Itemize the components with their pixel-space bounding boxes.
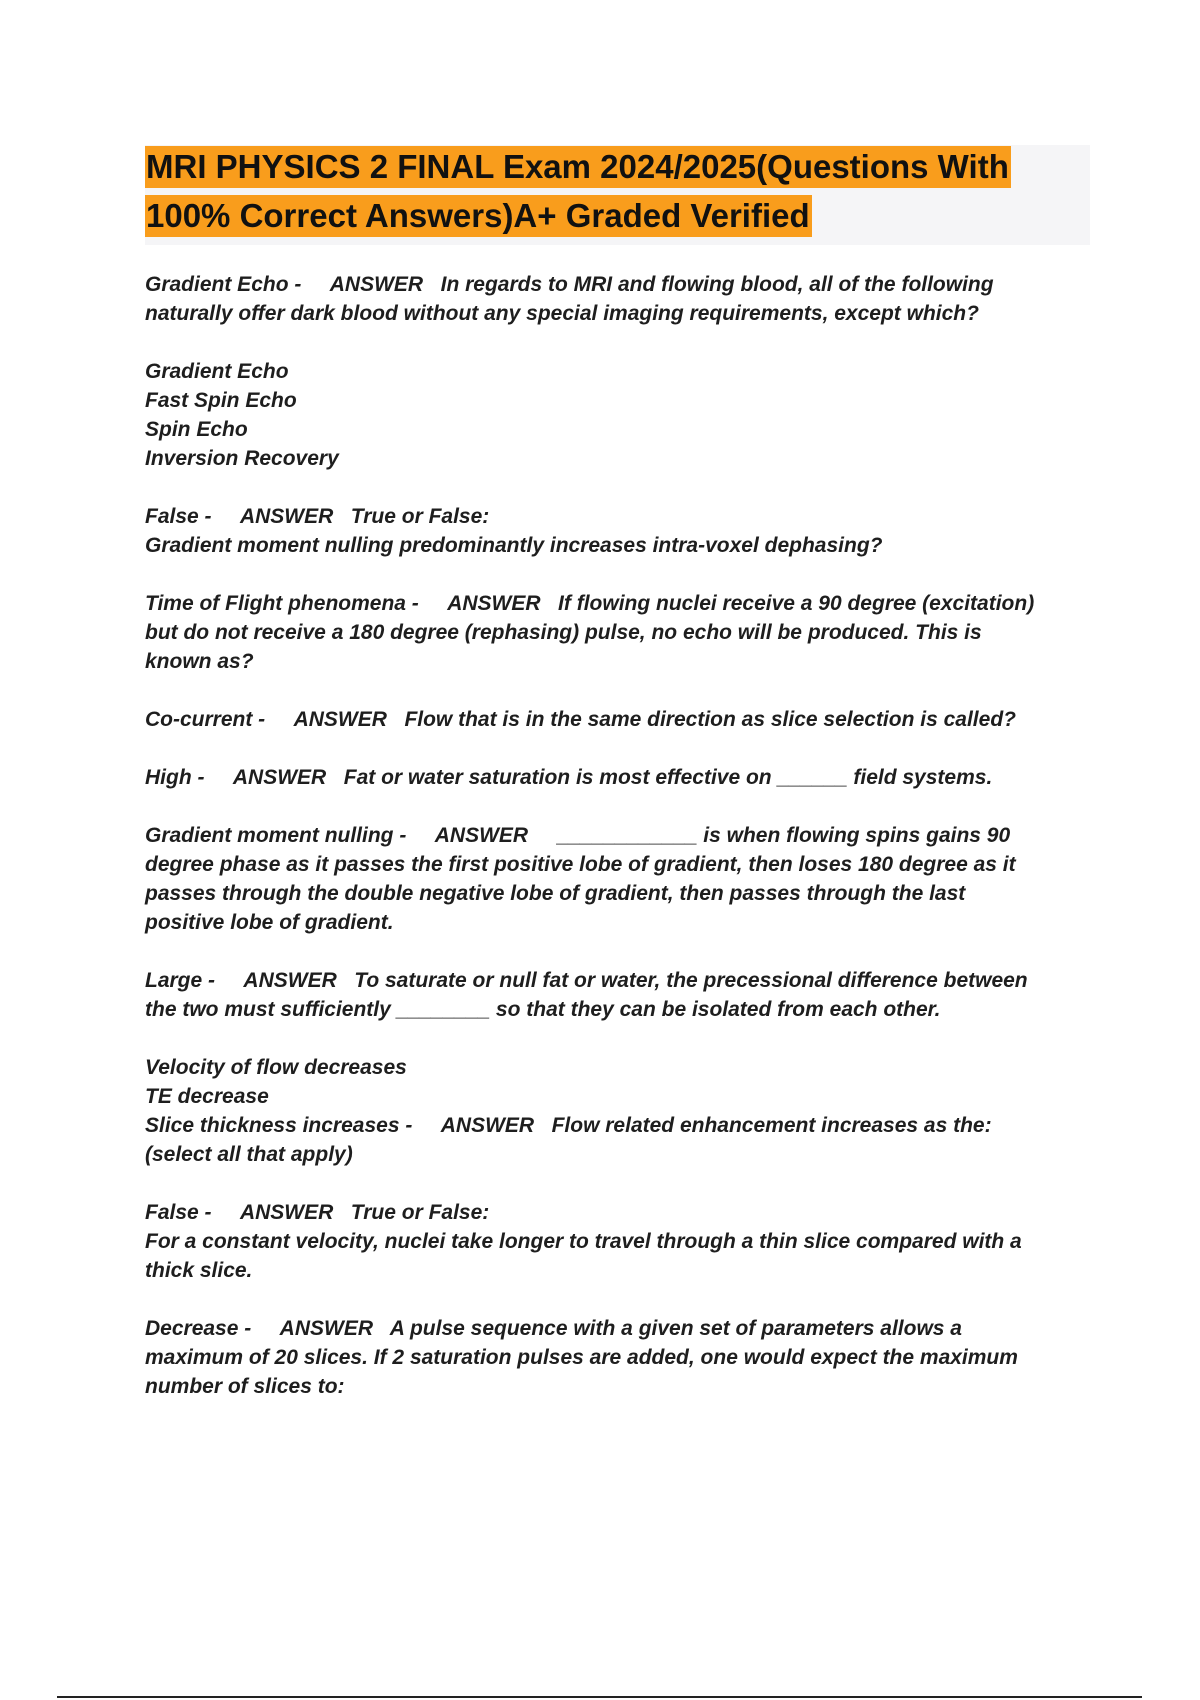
qa-question-line: but do not receive a 180 degree (rephasing) pulse, no echo will be produced. This is [145, 621, 982, 644]
qa-item [145, 1198, 1085, 1285]
answer-marker: ANSWER [434, 824, 529, 847]
qa-answer: Large - [145, 969, 216, 992]
qa-item [145, 589, 1085, 676]
qa-item [145, 1053, 1085, 1169]
qa-answer: High - [145, 766, 205, 789]
qa-answer: Gradient moment nulling - [145, 824, 407, 847]
qa-option: Spin Echo [145, 418, 248, 441]
qa-list [145, 270, 1085, 1430]
qa-question-line: To saturate or null fat or water, the precessional difference between [354, 969, 1028, 992]
answer-marker: ANSWER [293, 708, 387, 731]
qa-question-line: ____________ is when flowing spins gains 90 [557, 824, 1011, 847]
answer-marker: ANSWER [232, 766, 327, 789]
qa-question-line: the two must sufficiently ________ so that they can be isolated from each other. [145, 998, 941, 1021]
qa-option: Inversion Recovery [145, 447, 339, 470]
qa-answer: Time of Flight phenomena - [145, 592, 419, 615]
qa-answer: False - [145, 1201, 212, 1224]
qa-question-line: maximum of 20 slices. If 2 saturation pulses are added, one would expect the maximum [145, 1346, 1018, 1369]
qa-item [145, 705, 1085, 734]
document-title-line-2: 100% Correct Answers)A+ Graded Verified [145, 195, 812, 237]
qa-question-line: If flowing nuclei receive a 90 degree (excitation) [558, 592, 1035, 615]
qa-question-line: (select all that apply) [145, 1143, 353, 1166]
qa-item [145, 270, 1085, 473]
document-title-line-1: MRI PHYSICS 2 FINAL Exam 2024/2025(Questions With [145, 146, 1011, 188]
qa-question-line: True or False: [350, 505, 490, 528]
qa-item [145, 821, 1085, 937]
qa-item [145, 1314, 1085, 1401]
answer-marker: ANSWER [279, 1317, 373, 1340]
qa-question-line: known as? [145, 650, 254, 673]
qa-question-line: degree phase as it passes the first positive lobe of gradient, then loses 180 degree as it [145, 853, 1016, 876]
qa-answer: Gradient Echo - [145, 273, 302, 296]
qa-question-line: For a constant velocity, nuclei take longer to travel through a thin slice compared with a [145, 1230, 1022, 1253]
qa-question-line: Gradient moment nulling predominantly increases intra-voxel dephasing? [145, 534, 883, 557]
qa-item [145, 966, 1085, 1024]
qa-answer: Velocity of flow decreases [145, 1056, 407, 1079]
qa-question-line: passes through the double negative lobe of gradient, then passes through the last [145, 882, 966, 905]
qa-answer: Co-current - [145, 708, 266, 731]
answer-marker: ANSWER [440, 1114, 535, 1137]
answer-marker: ANSWER [447, 592, 541, 615]
qa-question-line: Flow related enhancement increases as the: [551, 1114, 992, 1137]
qa-answer: Decrease - [145, 1317, 252, 1340]
qa-question-line: Fat or water saturation is most effective on ______ field systems. [343, 766, 993, 789]
qa-question-line: number of slices to: [145, 1375, 345, 1398]
qa-question-line: True or False: [350, 1201, 490, 1224]
answer-marker: ANSWER [239, 505, 334, 528]
qa-question-line: A pulse sequence with a given set of parameters allows a [389, 1317, 962, 1340]
answer-marker: ANSWER [239, 1201, 334, 1224]
qa-item [145, 763, 1085, 792]
qa-item [145, 502, 1085, 560]
footer-divider [57, 1696, 1142, 1698]
qa-answer: Slice thickness increases - [145, 1114, 413, 1137]
qa-option: Fast Spin Echo [145, 389, 297, 412]
answer-marker: ANSWER [329, 273, 424, 296]
qa-answer: TE decrease [145, 1085, 269, 1108]
qa-answer: False - [145, 505, 212, 528]
qa-question-line: In regards to MRI and flowing blood, all of the following [440, 273, 994, 296]
answer-marker: ANSWER [243, 969, 337, 992]
qa-question-line: positive lobe of gradient. [145, 911, 394, 934]
qa-question-line: Flow that is in the same direction as slice selection is called? [404, 708, 1016, 731]
qa-option: Gradient Echo [145, 360, 289, 383]
qa-question-line: thick slice. [145, 1259, 253, 1282]
qa-question-line: naturally offer dark blood without any special imaging requirements, except which? [145, 302, 979, 325]
